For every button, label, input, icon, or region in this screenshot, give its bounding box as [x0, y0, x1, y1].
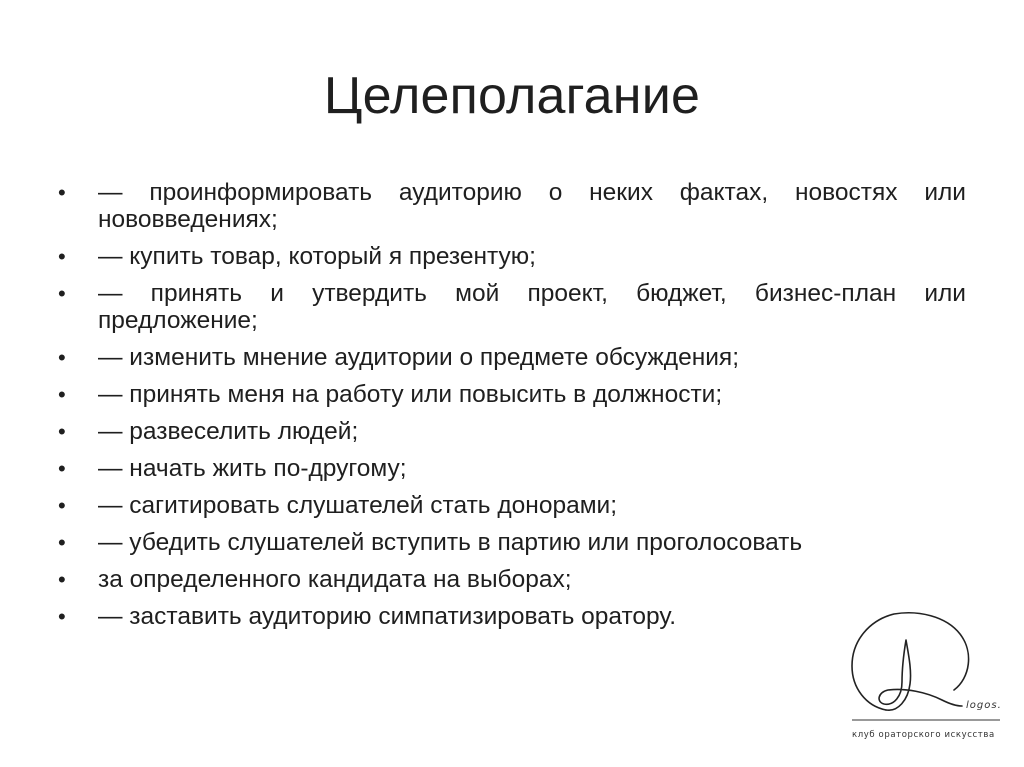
bullet-marker: •	[58, 530, 66, 555]
logo-subtitle: клуб ораторского искусства	[852, 730, 995, 740]
list-item	[58, 603, 966, 630]
list-item	[58, 381, 966, 408]
list-item-text: — убедить слушателей вступить в партию или проголосовать	[98, 529, 803, 556]
list-item	[58, 492, 966, 519]
bullet-marker: •	[58, 604, 66, 629]
logo-name: logos.	[966, 700, 1002, 711]
list-item	[58, 280, 966, 334]
bullet-marker: •	[58, 382, 66, 407]
bullet-marker: •	[58, 244, 66, 269]
bullet-marker: •	[58, 456, 66, 481]
bullet-marker: •	[58, 493, 66, 518]
slide-title: Целеполагание	[323, 67, 701, 125]
logos-club-logo	[842, 596, 1007, 746]
logo-mark-icon	[842, 596, 1007, 746]
bullet-marker: •	[58, 180, 66, 205]
list-item	[58, 344, 966, 371]
list-item	[58, 566, 966, 593]
list-item-text: — начать жить по-другому;	[98, 455, 407, 482]
list-item-text: — проинформировать аудиторию о неких фактах, новостях или нововведениях;	[98, 179, 966, 233]
list-item-text: — заставить аудиторию симпатизировать оратору.	[98, 603, 677, 630]
list-item	[58, 455, 966, 482]
list-item	[58, 179, 966, 233]
list-item-text: — купить товар, который я презентую;	[98, 243, 536, 270]
list-item	[58, 418, 966, 445]
list-item	[58, 529, 966, 556]
list-item-text: — изменить мнение аудитории о предмете обсуждения;	[98, 344, 739, 371]
list-item-text: — принять и утвердить мой проект, бюджет, бизнес-план или предложение;	[98, 280, 966, 334]
list-item-text: за определенного кандидата на выборах;	[98, 566, 572, 593]
bullet-marker: •	[58, 281, 66, 306]
list-item-text: — принять меня на работу или повысить в должности;	[98, 381, 723, 408]
goal-list	[58, 179, 966, 640]
bullet-marker: •	[58, 345, 66, 370]
bullet-marker: •	[58, 567, 66, 592]
list-item-text: — развеселить людей;	[98, 418, 359, 445]
list-item	[58, 243, 966, 270]
list-item-text: — сагитировать слушателей стать донорами;	[98, 492, 618, 519]
bullet-marker: •	[58, 419, 66, 444]
